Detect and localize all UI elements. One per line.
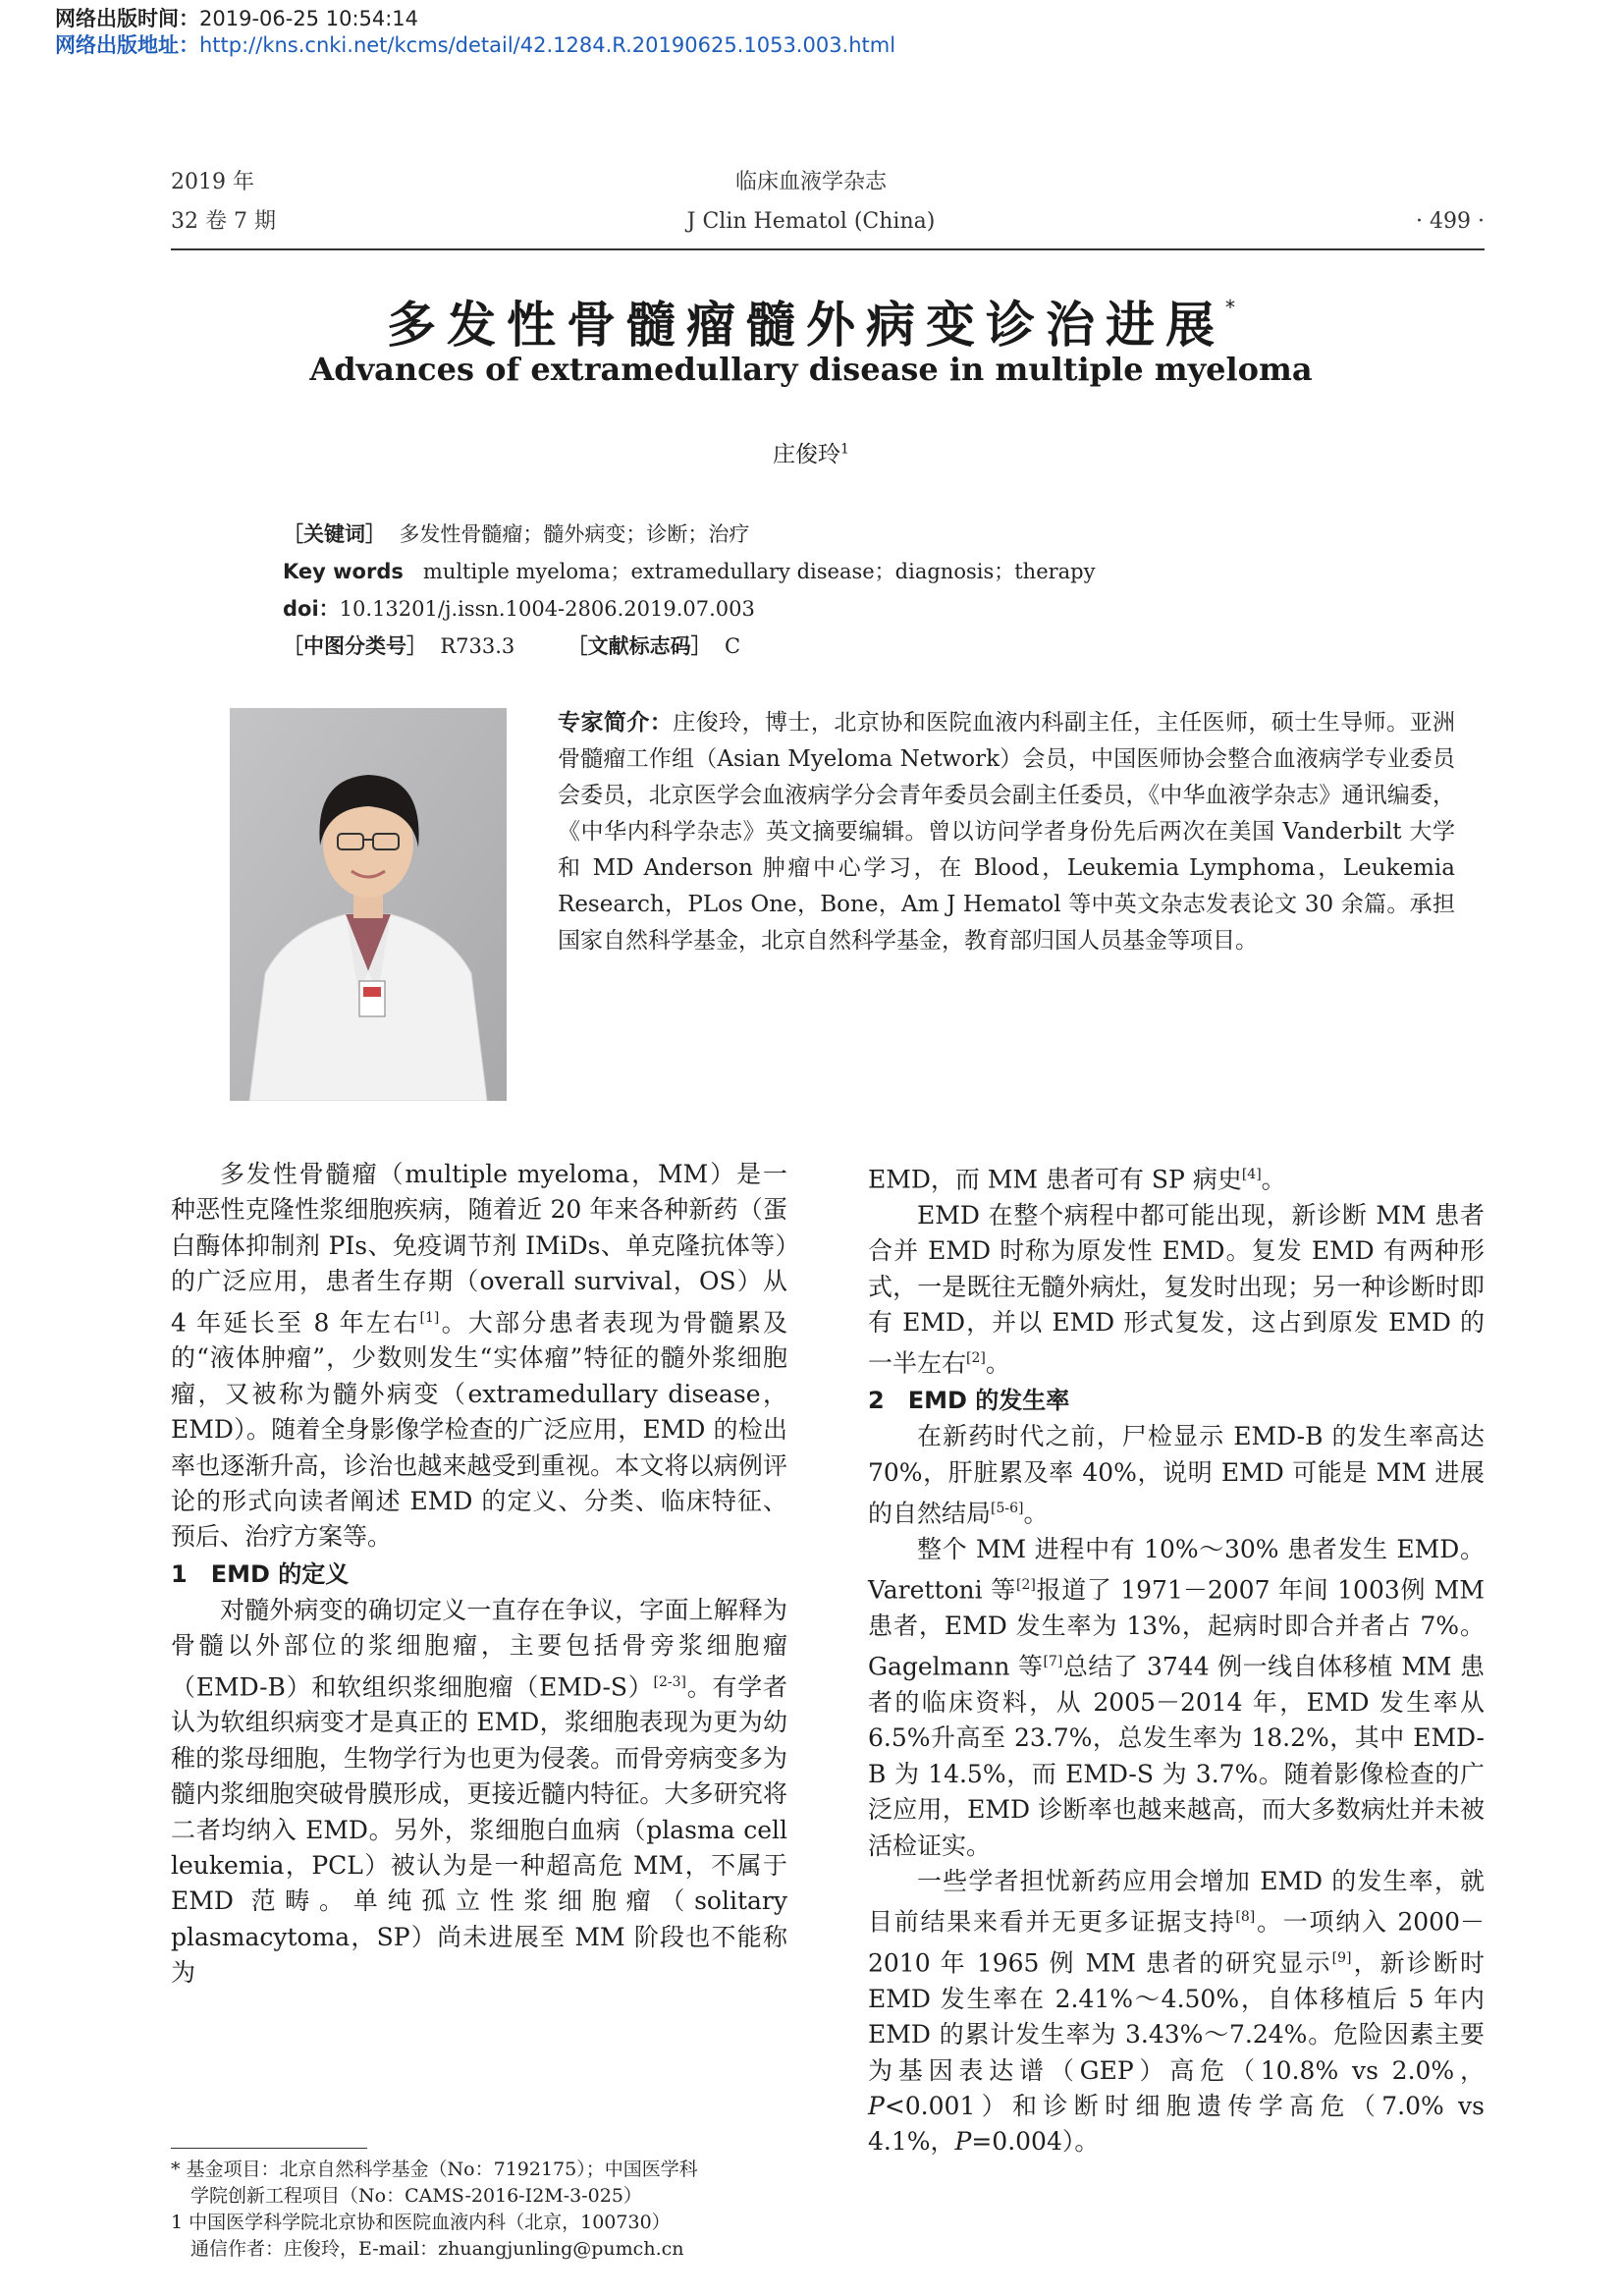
body-paragraph — [868, 1864, 1485, 2160]
online-time-value: 2019-06-25 10:54:14 — [199, 7, 419, 30]
footnotes — [171, 2157, 799, 2263]
online-publication-time — [55, 6, 418, 31]
doi-line — [283, 595, 755, 623]
citation: [1] — [419, 1309, 440, 1326]
body-text: ，新诊断时 EMD 发生率在 2.41%～4.50%，自体移植后 5 年内 EMD 的累计发生率为 3.43%～7.24%。危险因素主要为基因表达谱（GEP）高危（10.8% vs 2.0%， — [868, 1948, 1485, 2085]
body-left-column — [171, 1157, 787, 1992]
body-paragraph-continued — [868, 1157, 1485, 1198]
citation: [2] — [1015, 1577, 1036, 1594]
citation: [8] — [1235, 1909, 1256, 1926]
keywords-en-label: Key words — [283, 560, 404, 583]
online-publication-address — [55, 32, 895, 58]
body-paragraph — [171, 1157, 787, 1556]
doc-code-label: ［文献标志码］ — [567, 634, 712, 658]
online-time-label: 网络出版时间： — [55, 7, 199, 30]
citation: [4] — [1241, 1167, 1262, 1182]
body-paragraph — [868, 1419, 1485, 1532]
doi-value: 10.13201/j.issn.1004-2806.2019.07.003 — [339, 597, 755, 621]
header-journal-en: J Clin Hematol (China) — [686, 209, 936, 234]
footnote-rule — [171, 2148, 367, 2149]
footnote-funding: * 基金项目：北京自然科学基金（No：7192175）；中国医学科 — [171, 2159, 698, 2180]
body-text: 总结了 3744 例一线自体移植 MM 患者的临床资料，从 2005－2014 年，EMD 发生率从 6.5%升高至 23.7%，总发生率为 18.2%，其中 EMD-B 为 14.5%，而 EMD-S 为 3.7%。随着影像检查的广泛应用，EMD 诊断率也越来越高，而大多数病灶并未被活检证实。 — [868, 1652, 1486, 1860]
footnote-affiliation: 1 中国医学科学院北京协和医院血液内科（北京，100730） — [171, 2212, 671, 2233]
body-text: 。 — [1023, 1499, 1049, 1528]
body-paragraph — [171, 1593, 787, 1992]
body-right-column — [868, 1157, 1485, 2160]
footnote-funding-cont: 学院创新工程项目（No：CAMS-2016-I2M-3-025） — [190, 2185, 642, 2207]
header-issue: 32 卷 7 期 — [171, 209, 276, 234]
body-text: 。一项纳入 2000－2010 年 1965 例 MM 患者的研究显示 — [868, 1907, 1485, 1978]
classification-line — [283, 632, 740, 660]
p-value-symbol: P — [954, 2127, 972, 2157]
footnote-correspondence: 通信作者：庄俊玲，E-mail：zhuangjunling@pumch.cn — [190, 2238, 684, 2260]
clc-label: ［中图分类号］ — [283, 634, 427, 658]
body-text: 一些学者担忧新药应用会增加 EMD 的发生率，就目前结果来看并无更多证据支持 — [868, 1866, 1485, 1937]
author-line — [0, 436, 1622, 468]
section-heading-2: 2 EMD 的发生率 — [868, 1387, 1070, 1415]
header-rule — [171, 248, 1485, 250]
title-chinese-text: 多发性骨髓瘤髓外病变诊治进展 — [387, 297, 1225, 354]
keywords-cn — [283, 520, 749, 548]
expert-bio-label: 专家简介： — [558, 710, 674, 736]
citation: [2-3] — [653, 1673, 687, 1690]
body-text: =0.004）。 — [971, 2127, 1100, 2157]
header-page-number: · 499 · — [1416, 209, 1485, 234]
keywords-cn-label: ［关键词］ — [283, 522, 386, 546]
citation: [7] — [1043, 1654, 1063, 1670]
body-text: 在新药时代之前，尸检显示 EMD-B 的发生率高达 70%，肝脏累及率 40%，说明 EMD 可能是 MM 进展的自然结局 — [868, 1422, 1485, 1528]
citation: [5-6] — [991, 1500, 1024, 1516]
body-text: 报道了 1971－2007 年间 1003例 MM 患者，EMD 发生率为 13%，起病时即合并者占 7%。Gagelmann 等 — [868, 1575, 1485, 1681]
author-photo — [230, 708, 507, 1101]
citation: [9] — [1331, 1950, 1352, 1967]
header-year: 2019 年 — [171, 170, 254, 194]
keywords-en — [283, 558, 1096, 585]
keywords-cn-text: 多发性骨髓瘤；髓外病变；诊断；治疗 — [399, 522, 750, 546]
title-english: Advances of extramedullary disease in multiple myeloma — [309, 351, 1313, 388]
p-value-symbol: P — [868, 2092, 885, 2121]
body-text: 。 — [985, 1348, 1010, 1378]
title-fund-mark: * — [1225, 296, 1235, 319]
clc-value: R733.3 — [440, 634, 515, 658]
header-journal-cn: 临床血液学杂志 — [734, 170, 887, 194]
section-heading-1: 1 EMD 的定义 — [171, 1559, 350, 1588]
body-paragraph — [868, 1532, 1485, 1864]
body-text: 多发性骨髓瘤（multiple myeloma，MM）是一种恶性克隆性浆细胞疾病，随着近 20 年来各种新药（蛋白酶体抑制剂 PIs、免疫调节剂 IMiDs、单克隆抗体等）的广泛应用，患者生存期（overall survival，OS）从 4 年延长至 8 年左右 — [171, 1160, 787, 1337]
online-address-label: 网络出版地址： — [55, 33, 199, 57]
author-affiliation-mark: 1 — [840, 441, 849, 458]
doi-label: doi： — [283, 597, 340, 621]
author-name: 庄俊玲 — [773, 442, 841, 467]
body-paragraph — [868, 1198, 1485, 1382]
body-text: 。 — [1261, 1165, 1286, 1194]
keywords-en-text: multiple myeloma；extramedullary disease；diagnosis；therapy — [422, 560, 1096, 583]
title-chinese — [0, 277, 1622, 355]
body-text: 。大部分患者表现为骨髓累及的“液体肿瘤”，少数则发生“实体瘤”特征的髓外浆细胞瘤，又被称为髓外病变（extramedullary disease，EMD）。随着全身影像学检查的广泛应用，EMD 的检出率也逐渐升高，诊治也越来越受到重视。本文将以病例评论的形式向读者阐述 EMD 的定义、分类、临床特征、预后、治疗方案等。 — [171, 1307, 787, 1552]
expert-bio-text: 庄俊玲，博士，北京协和医院血液内科副主任，主任医师，硕士生导师。亚洲骨髓瘤工作组（Asian Myeloma Network）会员，中国医师协会整合血液病学专业委员会委员，北京医学会血液病学分会青年委员会副主任委员，《中华血液学杂志》通讯编委，《中华内科学杂志》英文摘要编辑。曾以访问学者身份先后两次在美国 Vanderbilt 大学和 MD Anderson 肿瘤中心学习，在 Blood，Leukemia Lymphoma，Leukemia Research，PLos One，Bone，Am J Hematol 等中英文杂志发表论文 30 余篇。承担国家自然科学基金，北京自然科学基金，教育部归国人员基金等项目。 — [558, 710, 1456, 954]
expert-bio — [558, 705, 1455, 959]
body-text: EMD 在整个病程中都可能出现，新诊断 MM 患者合并 EMD 时称为原发性 EMD。复发 EMD 有两种形式，一是既往无髓外病灶，复发时出现；另一种诊断时即有 EMD，并以 EMD 形式复发，这占到原发 EMD 的一半左右 — [868, 1200, 1485, 1378]
body-text: 。有学者认为软组织病变才是真正的 EMD，浆细胞表现为更为幼稚的浆母细胞，生物学行为也更为侵袭。而骨旁病变多为髓内浆细胞突破骨膜形成，更接近髓内特征。大多研究将二者均纳入 EMD。另外，浆细胞白血病（plasma cell leukemia，PCL）被认为是一种超高危 MM，不属于 EMD 范畴。单纯孤立性浆细胞瘤（solitary plasmacytoma，SP）尚未进展至 MM 阶段也不能称为 — [171, 1671, 787, 1988]
body-text: EMD，而 MM 患者可有 SP 病史 — [868, 1165, 1242, 1194]
body-text: <0.001）和诊断时细胞遗传学高危（7.0% vs 4.1%， — [868, 2092, 1485, 2157]
online-address-link[interactable]: http://kns.cnki.net/kcms/detail/42.1284.R.20190625.1053.003.html — [199, 33, 896, 57]
citation: [2] — [966, 1350, 986, 1367]
body-text: 对髓外病变的确切定义一直存在争议，字面上解释为骨髓以外部位的浆细胞瘤，主要包括骨旁浆细胞瘤（EMD-B）和软组织浆细胞瘤（EMD-S） — [171, 1595, 787, 1701]
body-text: 整个 MM 进程中有 10%～30% 患者发生 EMD。Varettoni 等 — [868, 1534, 1485, 1605]
doc-code-value: C — [725, 634, 741, 658]
author-portrait-illustration — [230, 708, 507, 1101]
